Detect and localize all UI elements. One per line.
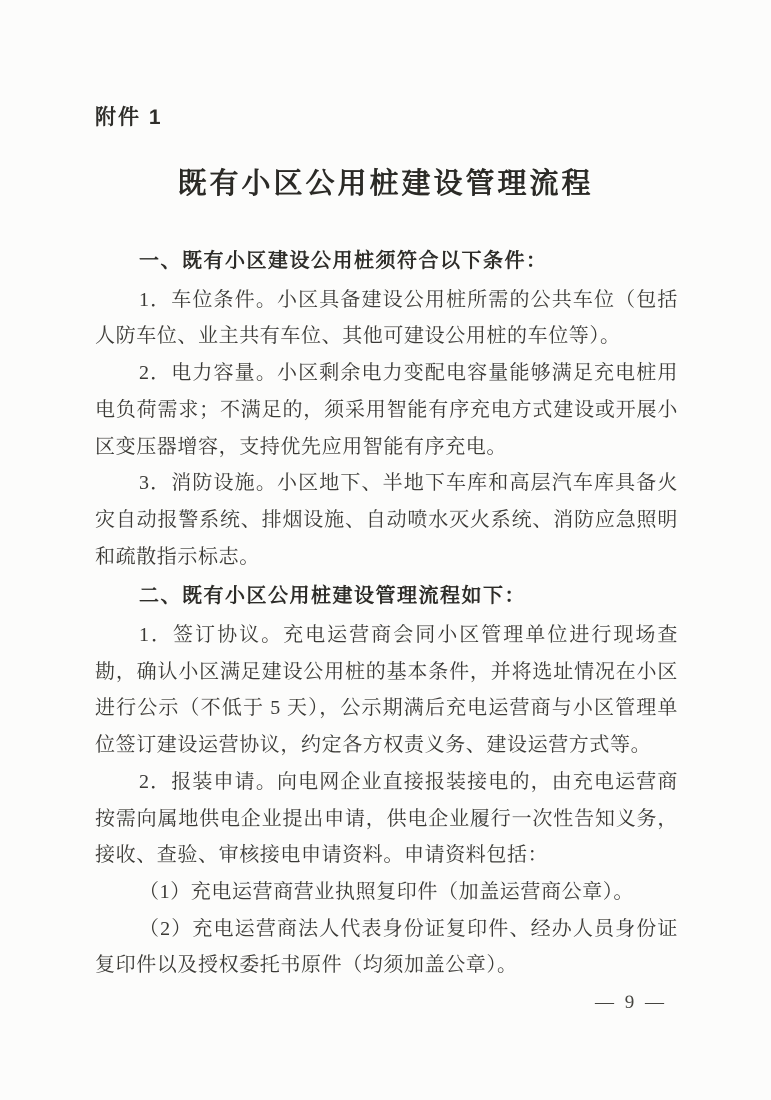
paragraph-sign-agreement: 1．签订协议。充电运营商会同小区管理单位进行现场查勘，确认小区满足建设公用桩的基本条件，并将选址情况在小区进行公示（不低于 5 天），公示期满后充电运营商与小区管理单位签订建设运营协议，约定各方权责义务、建设运营方式等。 — [95, 624, 678, 757]
document-body — [95, 243, 678, 984]
attachment-label: 附件 1 — [95, 106, 163, 129]
section-heading-conditions: 一、既有小区建设公用桩须符合以下条件： — [139, 250, 548, 272]
paragraph-installation-application: 2．报装申请。向电网企业直接报装接电的，由充电运营商按需向属地供电企业提出申请，供电企业履行一次性告知义务，接收、查验、审核接电申请资料。申请资料包括： — [95, 770, 678, 867]
section-heading-process: 二、既有小区公用桩建设管理流程如下： — [139, 585, 526, 608]
paragraph-power-capacity: 2．电力容量。小区剩余电力变配电容量能够满足充电桩用电负荷需求；不满足的，须采用智能有序充电方式建设或开展小区变压器增容，支持优先应用智能有序充电。 — [95, 362, 678, 458]
page-number: — 9 — — [595, 992, 667, 1013]
paragraph-material-1: （1）充电运营商营业执照复印件（加盖运营商公章）。 — [139, 880, 634, 903]
paragraph-fire-safety: 3．消防设施。小区地下、半地下车库和高层汽车库具备火灾自动报警系统、排烟设施、自动喷水灭火系统、消防应急照明和疏散指示标志。 — [95, 472, 678, 568]
paragraph-material-2: （2）充电运营商法人代表身份证复印件、经办人员身份证复印件以及授权委托书原件（均须加盖公章）。 — [95, 917, 678, 977]
document-title: 既有小区公用桩建设管理流程 — [177, 168, 594, 200]
paragraph-parking-condition: 1．车位条件。小区具备建设公用桩所需的公共车位（包括人防车位、业主共有车位、其他可建设公用桩的车位等）。 — [95, 288, 678, 348]
